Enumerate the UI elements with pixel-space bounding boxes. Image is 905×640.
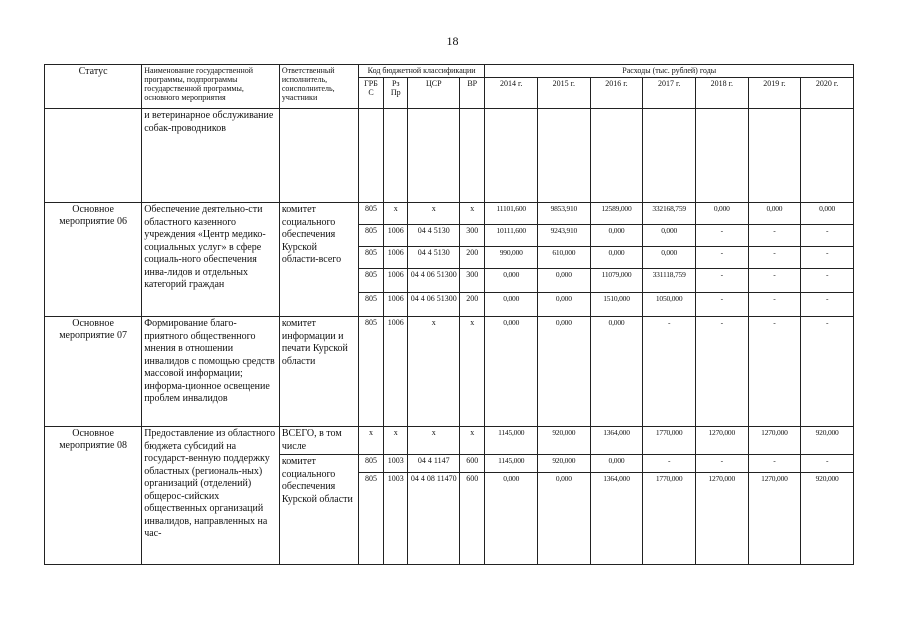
value-cell: 610,000 xyxy=(538,247,591,269)
vr-cell: х xyxy=(460,317,485,427)
value-cell: 1270,000 xyxy=(695,473,748,565)
value-cell: - xyxy=(801,269,854,293)
status-cell: Основное мероприятие 07 xyxy=(45,317,142,427)
responsible-cell: комитет информации и печати Курской области xyxy=(279,317,358,427)
header-vr: ВР xyxy=(460,78,485,109)
csr-cell: х xyxy=(408,427,460,455)
value-cell: 0,000 xyxy=(538,317,591,427)
grbs-cell: 805 xyxy=(358,203,383,225)
value-cell: 1145,000 xyxy=(485,455,538,473)
rzpr-cell: 1006 xyxy=(384,247,408,269)
value-cell: 0,000 xyxy=(538,293,591,317)
value-cell: 0,000 xyxy=(590,225,643,247)
value-cell: 990,000 xyxy=(485,247,538,269)
value-cell: 0,000 xyxy=(643,225,696,247)
value-cell: - xyxy=(748,293,801,317)
rzpr-cell: 1003 xyxy=(384,455,408,473)
vr-cell: 300 xyxy=(460,225,485,247)
rzpr-cell: 1003 xyxy=(384,473,408,565)
value-cell: - xyxy=(643,317,696,427)
value-cell: 0,000 xyxy=(485,317,538,427)
value-cell: 10111,600 xyxy=(485,225,538,247)
csr-cell: х xyxy=(408,317,460,427)
value-cell: - xyxy=(748,455,801,473)
csr-cell: 04 4 06 51300 xyxy=(408,269,460,293)
value-cell: - xyxy=(695,293,748,317)
value-cell: - xyxy=(748,225,801,247)
value-cell: - xyxy=(695,317,748,427)
value-cell: 11079,000 xyxy=(590,269,643,293)
name-cell: и ветеринарное обслуживание собак-проводников xyxy=(142,109,280,203)
header-rzpr: Рз Пр xyxy=(384,78,408,109)
value-cell: 0,000 xyxy=(590,247,643,269)
value-cell: - xyxy=(801,455,854,473)
value-cell: 1270,000 xyxy=(748,427,801,455)
value-cell: - xyxy=(801,247,854,269)
table-row xyxy=(45,317,854,427)
value-cell: 0,000 xyxy=(748,203,801,225)
value-cell: 331118,759 xyxy=(643,269,696,293)
header-responsible: Ответственный исполнитель, соисполнитель, участники xyxy=(279,65,358,109)
header-budget-code: Код бюджетной классификации xyxy=(358,65,485,78)
grbs-cell: 805 xyxy=(358,473,383,565)
header-status: Статус xyxy=(45,65,142,109)
status-cell xyxy=(45,109,142,203)
value-cell: 0,000 xyxy=(485,473,538,565)
page-number: 18 xyxy=(446,34,459,48)
header-expenses: Расходы (тыс. рублей) годы xyxy=(485,65,854,78)
vr-cell: х xyxy=(460,203,485,225)
name-cell: Обеспечение деятельно-сти областного казенного учреждения «Центр медико-социальных услуг» в сфере социаль-ного обеспечения инва-лидов и отдельных категорий граждан xyxy=(142,203,280,317)
rzpr-cell: 1006 xyxy=(384,269,408,293)
value-cell: 332168,759 xyxy=(643,203,696,225)
header-year: 2019 г. xyxy=(748,78,801,109)
name-cell: Предоставление из областного бюджета субсидий на государст-венную поддержку областных (региональ-ных) организаций (отделений) общерос-сийских общественных организаций инвалидов, направленных на час- xyxy=(142,427,280,565)
table-header xyxy=(45,65,854,109)
table-row xyxy=(45,109,854,203)
value-cell: 0,000 xyxy=(695,203,748,225)
value-cell: 0,000 xyxy=(538,473,591,565)
csr-cell: 04 4 5130 xyxy=(408,225,460,247)
value-cell: 0,000 xyxy=(590,317,643,427)
vr-cell: х xyxy=(460,427,485,455)
value-cell: - xyxy=(695,247,748,269)
grbs-cell: 805 xyxy=(358,317,383,427)
grbs-cell: 805 xyxy=(358,247,383,269)
grbs-cell: х xyxy=(358,427,383,455)
grbs-cell: 805 xyxy=(358,293,383,317)
name-cell: Формирование благо-приятного общественного мнения в отношении инвалидов с помощью средств массовой информации; информа-ционное освещение проблем инвалидов xyxy=(142,317,280,427)
value-cell: - xyxy=(748,247,801,269)
status-cell: Основное мероприятие 08 xyxy=(45,427,142,565)
value-cell: 0,000 xyxy=(538,269,591,293)
responsible-cell xyxy=(279,109,358,203)
value-cell: 9853,910 xyxy=(538,203,591,225)
value-cell: - xyxy=(801,225,854,247)
value-cell: - xyxy=(695,269,748,293)
grbs-cell: 805 xyxy=(358,225,383,247)
header-grbs: ГРБ С xyxy=(358,78,383,109)
value-cell: 920,000 xyxy=(538,427,591,455)
value-cell: 1364,000 xyxy=(590,427,643,455)
value-cell: 920,000 xyxy=(801,427,854,455)
responsible-cell: ВСЕГО, в том числе xyxy=(279,427,358,455)
grbs-cell: 805 xyxy=(358,455,383,473)
header-name: Наименование государственной программы, подпрограммы государственной программы, основного мероприятия xyxy=(142,65,280,109)
value-cell: 1145,000 xyxy=(485,427,538,455)
budget-table xyxy=(44,64,854,565)
value-cell: 0,000 xyxy=(643,247,696,269)
value-cell: - xyxy=(801,293,854,317)
value-cell: 920,000 xyxy=(801,473,854,565)
grbs-cell: 805 xyxy=(358,269,383,293)
value-cell: 1270,000 xyxy=(695,427,748,455)
value-cell: - xyxy=(801,317,854,427)
value-cell: 1510,000 xyxy=(590,293,643,317)
value-cell: - xyxy=(643,455,696,473)
rzpr-cell: х xyxy=(384,203,408,225)
value-cell: 1270,000 xyxy=(748,473,801,565)
value-cell: 0,000 xyxy=(485,293,538,317)
csr-cell: 04 4 08 11470 xyxy=(408,473,460,565)
rzpr-cell: 1006 xyxy=(384,317,408,427)
status-cell: Основное мероприятие 06 xyxy=(45,203,142,317)
value-cell: 0,000 xyxy=(590,455,643,473)
responsible-cell: комитет социального обеспечения Курской области-всего xyxy=(279,203,358,317)
csr-cell: 04 4 1147 xyxy=(408,455,460,473)
header-year: 2020 г. xyxy=(801,78,854,109)
rzpr-cell: 1006 xyxy=(384,225,408,247)
value-cell: 1770,000 xyxy=(643,473,696,565)
header-csr: ЦСР xyxy=(408,78,460,109)
value-cell: 1770,000 xyxy=(643,427,696,455)
header-year: 2018 г. xyxy=(695,78,748,109)
rzpr-cell: 1006 xyxy=(384,293,408,317)
value-cell: 1050,000 xyxy=(643,293,696,317)
value-cell: 11101,600 xyxy=(485,203,538,225)
header-year: 2014 г. xyxy=(485,78,538,109)
csr-cell: 04 4 06 51300 xyxy=(408,293,460,317)
value-cell: - xyxy=(695,225,748,247)
responsible-cell: комитет социального обеспечения Курской области xyxy=(279,455,358,565)
csr-cell: 04 4 5130 xyxy=(408,247,460,269)
table-row xyxy=(45,427,854,455)
value-cell: 12589,000 xyxy=(590,203,643,225)
value-cell: 920,000 xyxy=(538,455,591,473)
value-cell: - xyxy=(695,455,748,473)
header-year: 2016 г. xyxy=(590,78,643,109)
value-cell: 9243,910 xyxy=(538,225,591,247)
header-year: 2015 г. xyxy=(538,78,591,109)
value-cell: 0,000 xyxy=(485,269,538,293)
value-cell: 0,000 xyxy=(801,203,854,225)
vr-cell: 600 xyxy=(460,455,485,473)
value-cell: - xyxy=(748,269,801,293)
rzpr-cell: х xyxy=(384,427,408,455)
csr-cell: х xyxy=(408,203,460,225)
table-row xyxy=(45,203,854,225)
header-year: 2017 г. xyxy=(643,78,696,109)
vr-cell: 200 xyxy=(460,293,485,317)
vr-cell: 200 xyxy=(460,247,485,269)
vr-cell: 600 xyxy=(460,473,485,565)
value-cell: 1364,000 xyxy=(590,473,643,565)
value-cell: - xyxy=(748,317,801,427)
vr-cell: 300 xyxy=(460,269,485,293)
